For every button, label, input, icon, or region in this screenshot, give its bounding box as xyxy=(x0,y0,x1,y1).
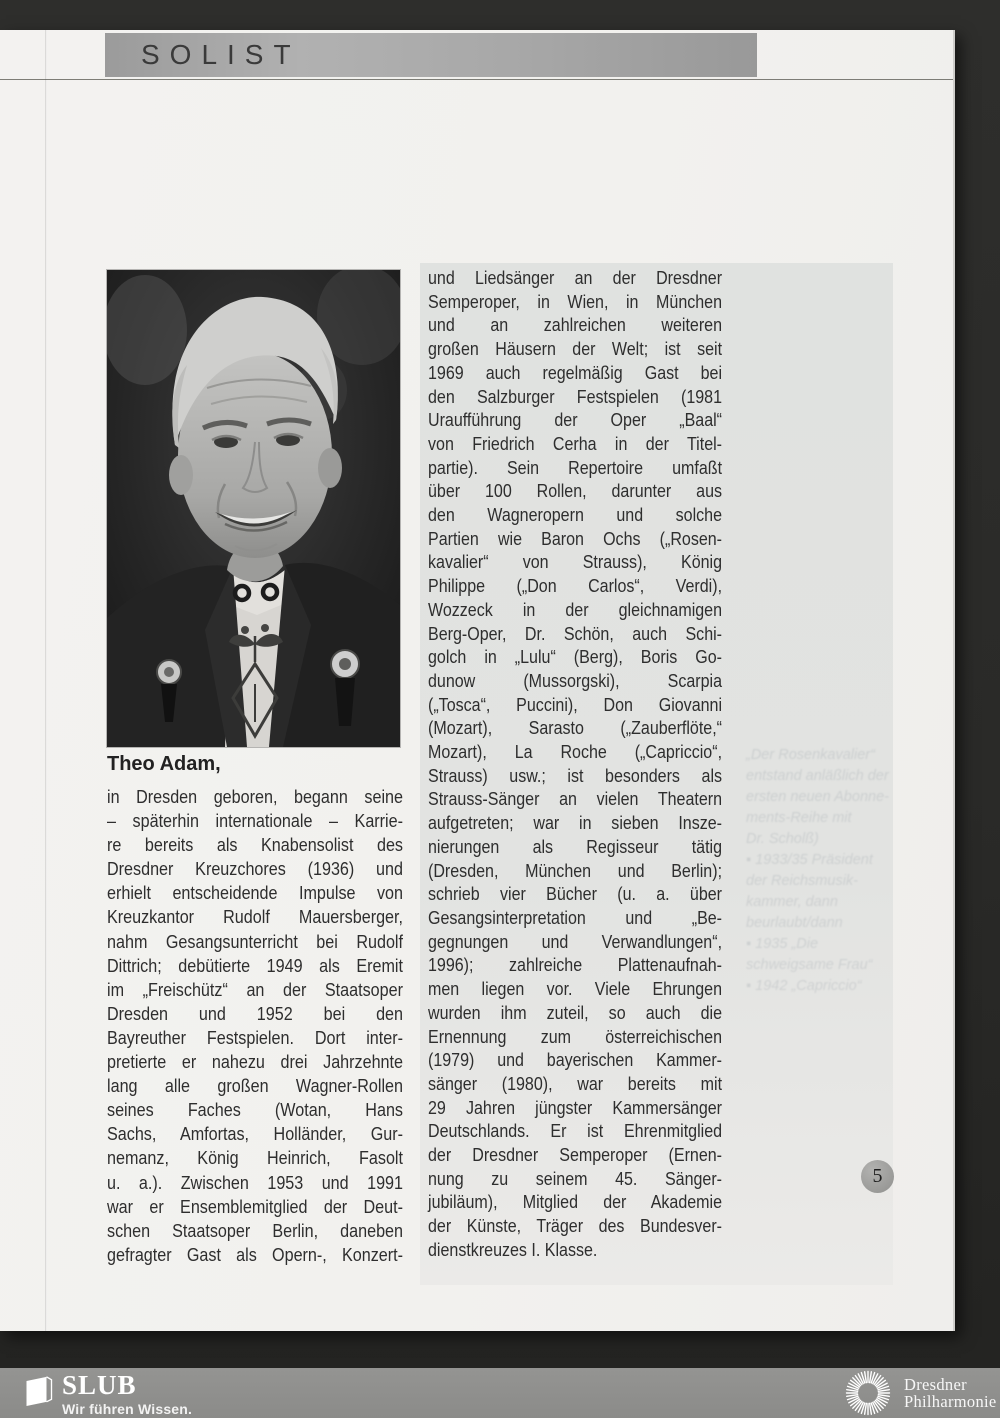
text-line: pretierte er nahezu drei Jahrzehnte xyxy=(107,1052,404,1073)
text-line: (Mozart), Sarasto („Zauberflöte,“ xyxy=(428,718,723,739)
slub-name: SLUB xyxy=(62,1370,137,1400)
text-line: und Liedsänger an der Dresdner xyxy=(428,268,723,288)
photo-caption-name: Theo Adam, xyxy=(107,753,221,775)
text-line: nahm Gesangsunterricht bei Rudolf xyxy=(107,931,404,952)
text-line: der Dresdner Semperoper (Ernen- xyxy=(428,1145,723,1166)
text-line: Strauss) usw.; ist besonders als xyxy=(428,765,723,786)
text-line: seines Faches (Wotan, Hans xyxy=(107,1100,404,1121)
text-line: den Salzburger Festspielen (1981 xyxy=(428,386,723,407)
section-header-bar xyxy=(105,33,757,77)
portrait-photo xyxy=(107,270,400,747)
philharmonie-logo xyxy=(844,1369,997,1417)
text-line: partie). Sein Repertoire umfaßt xyxy=(428,457,723,478)
text-line: nung zu seinem 45. Sänger- xyxy=(428,1168,723,1189)
text-line: und an zahlreichen weiteren xyxy=(428,315,723,336)
bleed-through-line: kammer, dann xyxy=(746,894,838,910)
text-line: gefragter Gast als Opern-, Konzert- xyxy=(107,1244,404,1265)
text-line: schrieb vier Bücher (u. a. über xyxy=(428,884,723,905)
bleed-through-line: beurlaubt/dann xyxy=(746,915,843,931)
text-line: über 100 Rollen, darunter aus xyxy=(428,481,723,502)
text-line: re bereits als Knabensolist des xyxy=(107,835,404,856)
page-number: 5 xyxy=(872,1165,883,1187)
text-line: großen Häusern der Welt; ist seit xyxy=(428,339,723,360)
text-line: der Künste, Träger des Bundesver- xyxy=(428,1216,723,1237)
text-line: 1996); zahlreiche Plattenaufnah- xyxy=(428,955,723,976)
page-fold-line xyxy=(45,30,47,1331)
text-line: – späterhin internationale – Karrie- xyxy=(107,811,404,832)
article-right-column xyxy=(428,267,722,1263)
book-icon xyxy=(24,1372,54,1410)
text-line: Strauss-Sänger an vielen Theatern xyxy=(428,789,723,810)
text-line: Wozzeck in der gleichnamigen xyxy=(428,599,723,620)
text-line: Gesangsinterpretation und „Be- xyxy=(428,907,723,928)
text-line: Berg-Oper, Dr. Schön, auch Schi- xyxy=(428,623,723,644)
bleed-through-text xyxy=(746,745,904,997)
text-line: Ernennung zum österreichischen xyxy=(428,1026,723,1047)
bleed-through-line: ▪ 1933/35 Präsident xyxy=(746,852,873,868)
bleed-through-line: ersten neuen Abonne- xyxy=(746,789,889,805)
bleed-through-line: Dr. Scholß) xyxy=(746,831,819,847)
text-line: war er Ensemblemitglied der Deut- xyxy=(107,1196,404,1217)
philharmonie-line2: Philharmonie xyxy=(904,1392,997,1411)
text-line: aufgetreten; war in sieben Insze- xyxy=(428,813,723,834)
text-line: Deutschlands. Er ist Ehrenmitglied xyxy=(428,1121,723,1142)
bleed-through-line: entstand anläßlich der xyxy=(746,768,889,784)
text-line: Semperoper, in Wien, in München xyxy=(428,291,723,312)
portrait-photo-illustration xyxy=(107,270,400,747)
text-line: im „Freischütz“ an der Staatsoper xyxy=(107,979,404,1000)
text-line: golch in „Lulu“ (Berg), Boris Go- xyxy=(428,647,723,668)
text-line: Bayreuther Festspielen. Dort inter- xyxy=(107,1027,404,1048)
bleed-through-line: ▪ 1935 „Die xyxy=(746,936,819,952)
text-line: wurden ihm zuteil, so auch die xyxy=(428,1002,723,1023)
text-line: Dresdner Kreuzchores (1936) und xyxy=(107,859,404,880)
text-line: u. a.). Zwischen 1953 und 1991 xyxy=(107,1172,404,1193)
section-title: SOLIST xyxy=(141,39,301,70)
text-line: nierungen als Regisseur tätig xyxy=(428,836,723,857)
text-line: („Tosca“, Puccini), Don Giovanni xyxy=(428,694,723,715)
text-line: erhielt entscheidende Impulse von xyxy=(107,883,404,904)
text-line: gegnungen und Verwandlungen“, xyxy=(428,931,723,952)
article-left-column xyxy=(107,785,403,1267)
page-number-badge xyxy=(861,1160,894,1193)
text-line: men liegen vor. Viele Ehrungen xyxy=(428,979,723,1000)
text-line: 29 Jahren jüngster Kammersänger xyxy=(428,1097,723,1118)
bleed-through-line: ▪ 1942 „Capriccio“ xyxy=(746,978,862,994)
text-line: Philippe („Don Carlos“, Verdi), xyxy=(428,576,723,597)
page-top-rule xyxy=(0,79,953,80)
text-line: 1969 auch regelmäßig Gast bei xyxy=(428,362,723,383)
text-line: schen Staatsoper Berlin, daneben xyxy=(107,1220,404,1241)
text-line: nemanz, König Heinrich, Fasolt xyxy=(107,1148,404,1169)
starburst-icon xyxy=(844,1369,892,1417)
text-line: kavalier“ von Strauss), König xyxy=(428,552,723,573)
viewer-watermark-band xyxy=(0,1368,1000,1418)
text-line: dunow (Mussorgski), Scarpia xyxy=(428,670,723,691)
text-line: Dresden und 1952 bei den xyxy=(107,1003,404,1024)
text-line: Partien wie Baron Ochs („Rosen- xyxy=(428,528,723,549)
bleed-through-line: schweigsame Frau“ xyxy=(746,957,873,973)
text-line: Dittrich; debütierte 1949 als Eremit xyxy=(107,955,404,976)
text-line: dienstkreuzes I. Klasse. xyxy=(428,1239,598,1260)
bleed-through-line: ments-Reihe mit xyxy=(746,810,852,826)
text-line: sänger (1980), war bereits mit xyxy=(428,1073,723,1094)
text-line: von Friedrich Cerha in der Titel- xyxy=(428,433,723,454)
text-line: jubiläum), Mitglied der Akademie xyxy=(428,1192,723,1213)
text-line: den Wagneropern und solche xyxy=(428,505,723,526)
text-line: Sachs, Amfortas, Holländer, Gur- xyxy=(107,1124,404,1145)
slub-tagline: Wir führen Wissen. xyxy=(62,1401,193,1417)
bleed-through-line: der Reichsmusik- xyxy=(746,873,858,889)
text-line: in Dresden geboren, begann seine xyxy=(107,787,404,807)
text-line: Kreuzkantor Rudolf Mauersberger, xyxy=(107,907,404,928)
bleed-through-line: „Der Rosenkavalier“ xyxy=(746,747,875,763)
philharmonie-line1: Dresdner xyxy=(904,1375,967,1394)
text-line: Mozart), La Roche („Capriccio“, xyxy=(428,742,723,763)
text-line: lang alle großen Wagner-Rollen xyxy=(107,1076,404,1097)
scanned-page xyxy=(0,30,955,1331)
text-line: (Dresden, München und Berlin); xyxy=(428,860,723,881)
slub-logo xyxy=(24,1372,192,1417)
text-line: (1979) und bayerischen Kammer- xyxy=(428,1050,723,1071)
text-line: Uraufführung der Oper „Baal“ xyxy=(428,410,723,431)
